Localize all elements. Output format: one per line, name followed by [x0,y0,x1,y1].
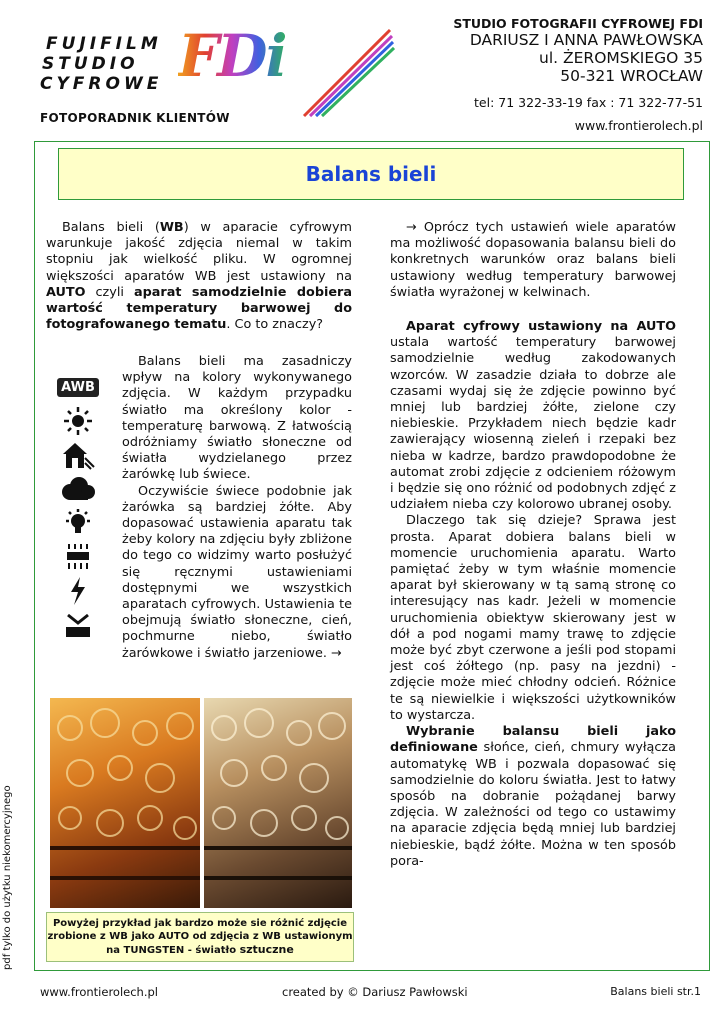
paragraph-defined [390,724,676,870]
logo-swoosh-icon [300,24,395,119]
caption-emphasis: sztuczne [239,943,294,956]
fluorescent-icon [58,542,98,572]
defined-text: słońce, cień, chmury wyłącza automatykę WB i pozwala dopasować się samodzielnie do koloru światła. Jest to łatwy sposób na dobranie pożądanej barwy zdjęcia. W zależności od tego co ustawimy na aparacie zdjęcia będą mniej lub bardziej niebieskie, bądź żółte. Można w ten sposób pora- [390,740,676,869]
logo-line-1: FUJIFILM [46,34,162,54]
photo-auto-wb [50,698,200,908]
cloud-icon [58,474,98,504]
wb-icons [58,372,106,644]
studio-phone: tel: 71 322-33-19 fax : 71 322-77-51 [474,95,703,110]
side-note: pdf tylko do użytku niekomercyjnego [2,785,13,970]
right-column [390,220,676,870]
intro-wb: WB [159,220,184,235]
photo-tungsten-wb [204,698,352,908]
fdi-logo: FDi [178,22,286,90]
paragraph-other-settings: → Oprócz tych ustawień wiele aparatów ma możliwość dopasowania balansu bieli do konkretnych warunków oraz balans bieli ustawiony według temperatury barwowej światła wyrażonej w kelwinach. [390,220,676,300]
title-box [58,148,684,200]
left-column-wrapped [122,354,352,662]
intro-text-4: . Co to znaczy? [226,317,324,333]
photo-plates-pattern-icon [50,698,200,908]
studio-name: STUDIO FOTOGRAFII CYFROWEJ FDI [453,16,703,31]
intro-auto: AUTO [46,284,86,300]
auto-heading: Aparat cyfrowy ustawiony na AUTO [406,319,676,335]
photo-caption [46,912,354,962]
awb-icon [58,372,98,402]
intro-paragraph [46,220,352,333]
custom-wb-icon [58,610,98,640]
paragraph-wb-influence: Balans bieli ma zasadniczy wpływ na kolory wykonywanego zdjęcia. W każdym przypadku światło ma określony kolor - temperaturę barwową. Z łatwością odróżniamy światło słoneczne od światła wydzielanego przez żarówkę lub świece. [122,354,352,483]
caption-text: Powyżej przykład jak bardzo może sie różnić zdjęcie zrobione z WB jako AUTO od zdjęcia z WB ustawionym na TUNGSTEN - światło [47,918,353,956]
left-column [46,220,352,333]
intro-bold: aparat samodzielnie dobiera wartość temperatury barwowej do fotografowanego tematu [46,284,352,333]
studio-city: 50-321 WROCŁAW [560,67,703,85]
page-title: Balans bieli [305,162,437,186]
intro-text-3: czyli [85,284,134,300]
defined-heading: Wybranie balansu bieli jako definiowane [390,724,676,756]
studio-website[interactable]: www.frontierolech.pl [574,118,703,133]
intro-text-2: ) w aparacie cyfrowym warunkuje jakość zdjęcia niemal w takim stopniu jak wielkość pliku. W ogromnej większości aparatów WB jest ustawiony na [46,220,352,284]
logo-line-2: STUDIO [42,54,139,74]
bulb-icon [58,508,98,538]
auto-text: ustala wartość temperatury barwowej samodzielnie według zakodowanych wzorców. W zasadzie działa to dobrze ale czasami wydaj się że zdjęcie powinno być mniej lub bardziej żółte, zielone czy niebieskie. Przykładem niech będzie kadr zawierający wiosenną zieleń i rzepaki bez nieba w kadrze, bardzo prawdopodobne że automat zrobi zdjęcie z odcieniem różowym i będzie się ono różnić od podobnych zdjęć z udziałem nieba czy kolorowo ubranej osoby. [390,335,676,513]
logo-line-3: CYFROWE [40,74,163,94]
awb-label: AWB [57,378,99,397]
page-subtitle: FOTOPORADNIK KLIENTÓW [40,111,230,125]
sun-icon [58,406,98,436]
footer-credit: created by © Dariusz Pawłowski [282,985,468,999]
studio-owners: DARIUSZ I ANNA PAWŁOWSKA [469,31,703,49]
flash-icon [58,576,98,606]
footer-website[interactable]: www.frontierolech.pl [40,985,158,999]
photo-plates-pattern-icon [204,698,352,908]
shade-icon [58,440,98,470]
studio-info [453,16,703,133]
fujifilm-logo-text [40,34,163,94]
paragraph-why: Dlaczego tak się dzieje? Sprawa jest prosta. Aparat dobiera balans bieli w momencie uruchomienia aparatu. Warto pamiętać żeby w tym właśnie momencie aparat był skierowany w tą samą stronę co interesujący nas kadr. Jeżeli w momencie uruchomienia obiektyw skierowany jest w dół a pod nogami mamy trawę to zdjęcie może być zbyt czerwone a jeśli pod stopami jest coś żółtego (np. pasy na jezdni) - zdjęcie może mieć chłodny odcień. Różnice te są niewielkie i większości użytkowników to wystarcza. [390,513,676,723]
paragraph-auto [390,319,676,513]
intro-text-1: Balans bieli ( [62,220,160,235]
studio-street: ul. ŻEROMSKIEGO 35 [539,49,703,67]
footer-page: Balans bieli str.1 [610,985,701,998]
paragraph-manual-settings: Oczywiście świece podobnie jak żarówka są bardziej żółte. Aby dopasować ustawienia aparatu tak żeby kolory na zdjęciu były zbliżone do tego co widzimy warto posłużyć się ręcznymi ustawieniami dostępnymi we wszystkich aparatach cyfrowych. Ustawienia te obejmują światło słoneczne, cień, pochmurne niebo, światło żarówkowe i światło jarzeniowe. → [122,483,352,661]
